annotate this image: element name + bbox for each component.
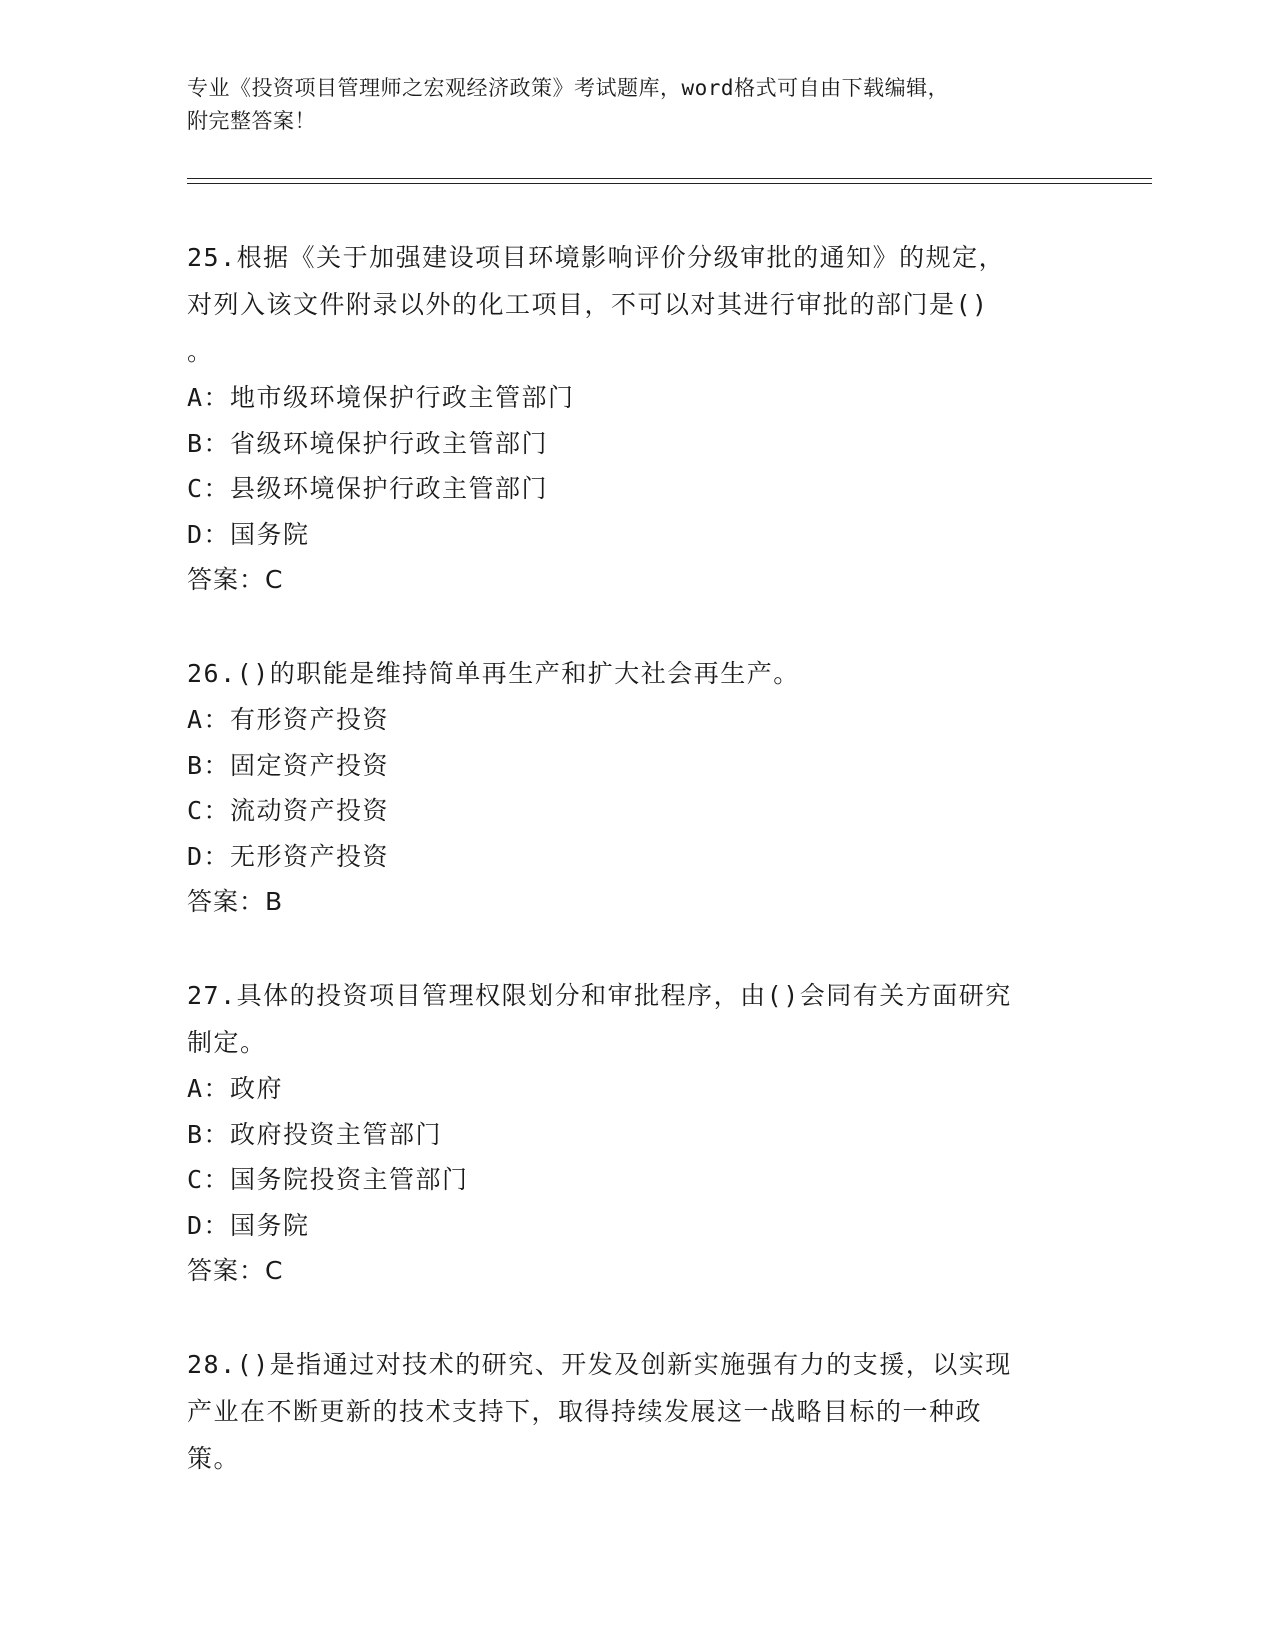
header-line-2: 附完整答案！: [187, 109, 316, 133]
answer-option: B：省级环境保护行政主管部门: [187, 428, 549, 458]
question-block: [187, 650, 1087, 924]
answer-option: A：地市级环境保护行政主管部门: [187, 383, 575, 412]
header-line-1: 专业《投资项目管理师之宏观经济政策》考试题库，word格式可自由下载编辑，: [187, 76, 950, 100]
header-divider-top: [187, 178, 1152, 179]
question-text-line: 制定。: [187, 1028, 267, 1057]
question-text-line: 26.()的职能是维持简单再生产和扩大社会再生产。: [187, 659, 800, 688]
question-text-line: 策。: [187, 1444, 241, 1473]
question-block: [187, 1341, 1087, 1482]
answer-option: D：国务院: [187, 519, 310, 549]
document-header: [187, 72, 1067, 138]
answer-key: 答案：B: [187, 887, 284, 916]
question-text-line: 28.()是指通过对技术的研究、开发及创新实施强有力的支援，以实现: [187, 1350, 1012, 1379]
answer-option: A：政府: [187, 1074, 284, 1103]
question-block: [187, 972, 1087, 1293]
question-block: [187, 234, 1087, 602]
question-text-line: 。: [187, 337, 214, 366]
question-text-line: 27.具体的投资项目管理权限划分和审批程序，由()会同有关方面研究: [187, 981, 1012, 1010]
answer-option: D：国务院: [187, 1210, 310, 1240]
question-text-line: 25.根据《关于加强建设项目环境影响评价分级审批的通知》的规定，: [187, 243, 1006, 272]
answer-option: B：政府投资主管部门: [187, 1119, 443, 1149]
answer-option: C：国务院投资主管部门: [187, 1165, 469, 1194]
answer-option: C：流动资产投资: [187, 796, 390, 825]
answer-option: A：有形资产投资: [187, 705, 390, 734]
answer-key: 答案：C: [187, 565, 284, 594]
question-list: [187, 234, 1087, 1482]
question-text-line: 对列入该文件附录以外的化工项目，不可以对其进行审批的部门是(): [187, 290, 989, 319]
answer-option: C：县级环境保护行政主管部门: [187, 474, 549, 503]
answer-option: D：无形资产投资: [187, 841, 390, 871]
header-divider-bottom: [187, 183, 1152, 184]
question-text-line: 产业在不断更新的技术支持下，取得持续发展这一战略目标的一种政: [187, 1397, 983, 1426]
answer-key: 答案：C: [187, 1256, 284, 1285]
answer-option: B：固定资产投资: [187, 750, 390, 780]
